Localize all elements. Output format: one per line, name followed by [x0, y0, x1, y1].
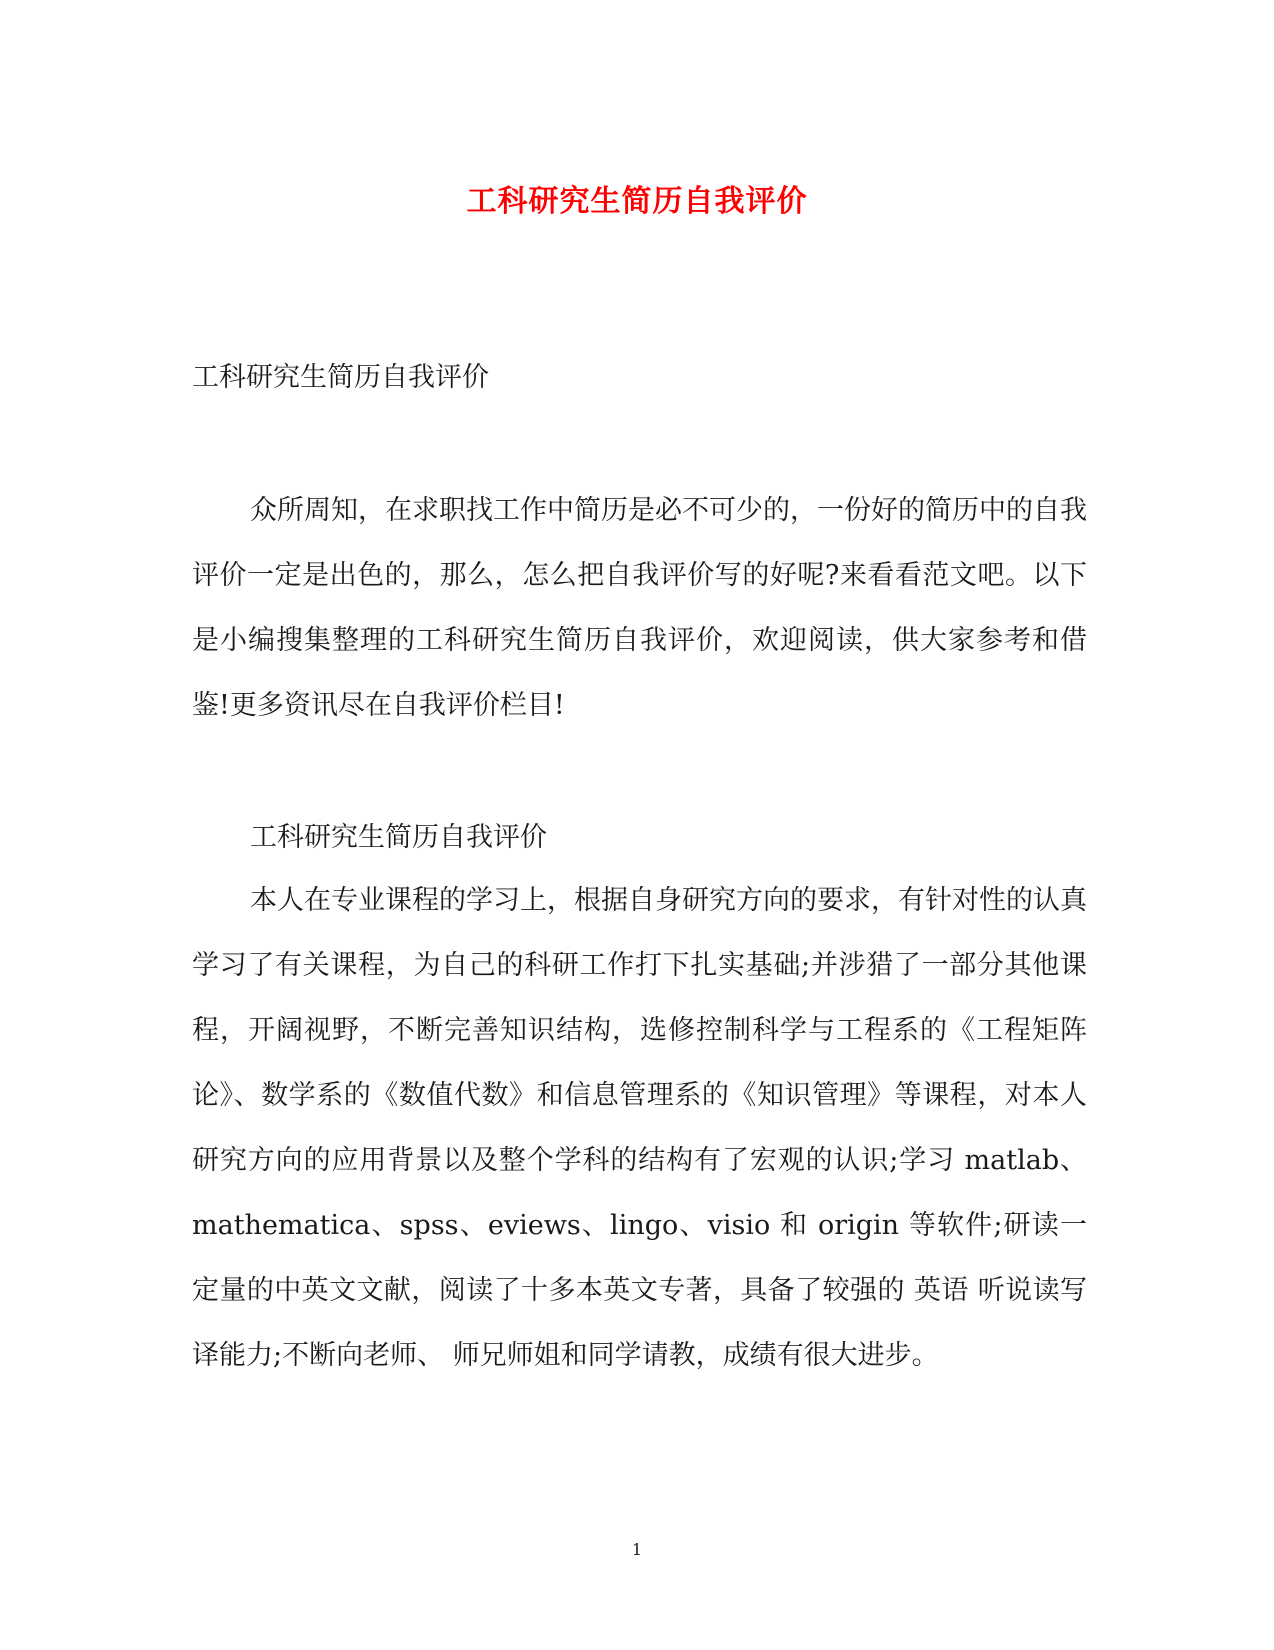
main-paragraph: 本人在专业课程的学习上，根据自身研究方向的要求，有针对性的认真学习了有关课程，为自己的科研工作打下扎实基础;并涉猎了一部分其他课程，开阔视野，不断完善知识结构，选修控制科学与工程系的《工程矩阵论》、数学系的《数值代数》和信息管理系的《知识管理》等课程，对本人研究方向的应用背景以及整个学科的结构有了宏观的认识;学习 matlab、mathematica、spss、eviews、lingo、visio 和 origin 等软件;研读一定量的中英文文献，阅读了十多本英文专著，具备了较强的 英语 听说读写译能力;不断向老师、 师兄师姐和同学请教，成绩有很大进步。	[192, 885, 1087, 1371]
intro-paragraph-block	[192, 478, 1087, 738]
document-title: 工科研究生简历自我评价	[466, 184, 808, 219]
section-heading: 工科研究生简历自我评价	[250, 822, 547, 853]
document-heading: 工科研究生简历自我评价	[192, 362, 489, 393]
main-paragraph-block	[192, 868, 1087, 1388]
page-number: 1	[631, 1540, 643, 1559]
intro-paragraph: 众所周知，在求职找工作中简历是必不可少的，一份好的简历中的自我评价一定是出色的，那么，怎么把自我评价写的好呢?来看看范文吧。以下是小编搜集整理的工科研究生简历自我评价，欢迎阅读，供大家参考和借鉴!更多资讯尽在自我评价栏目!	[192, 495, 1087, 721]
